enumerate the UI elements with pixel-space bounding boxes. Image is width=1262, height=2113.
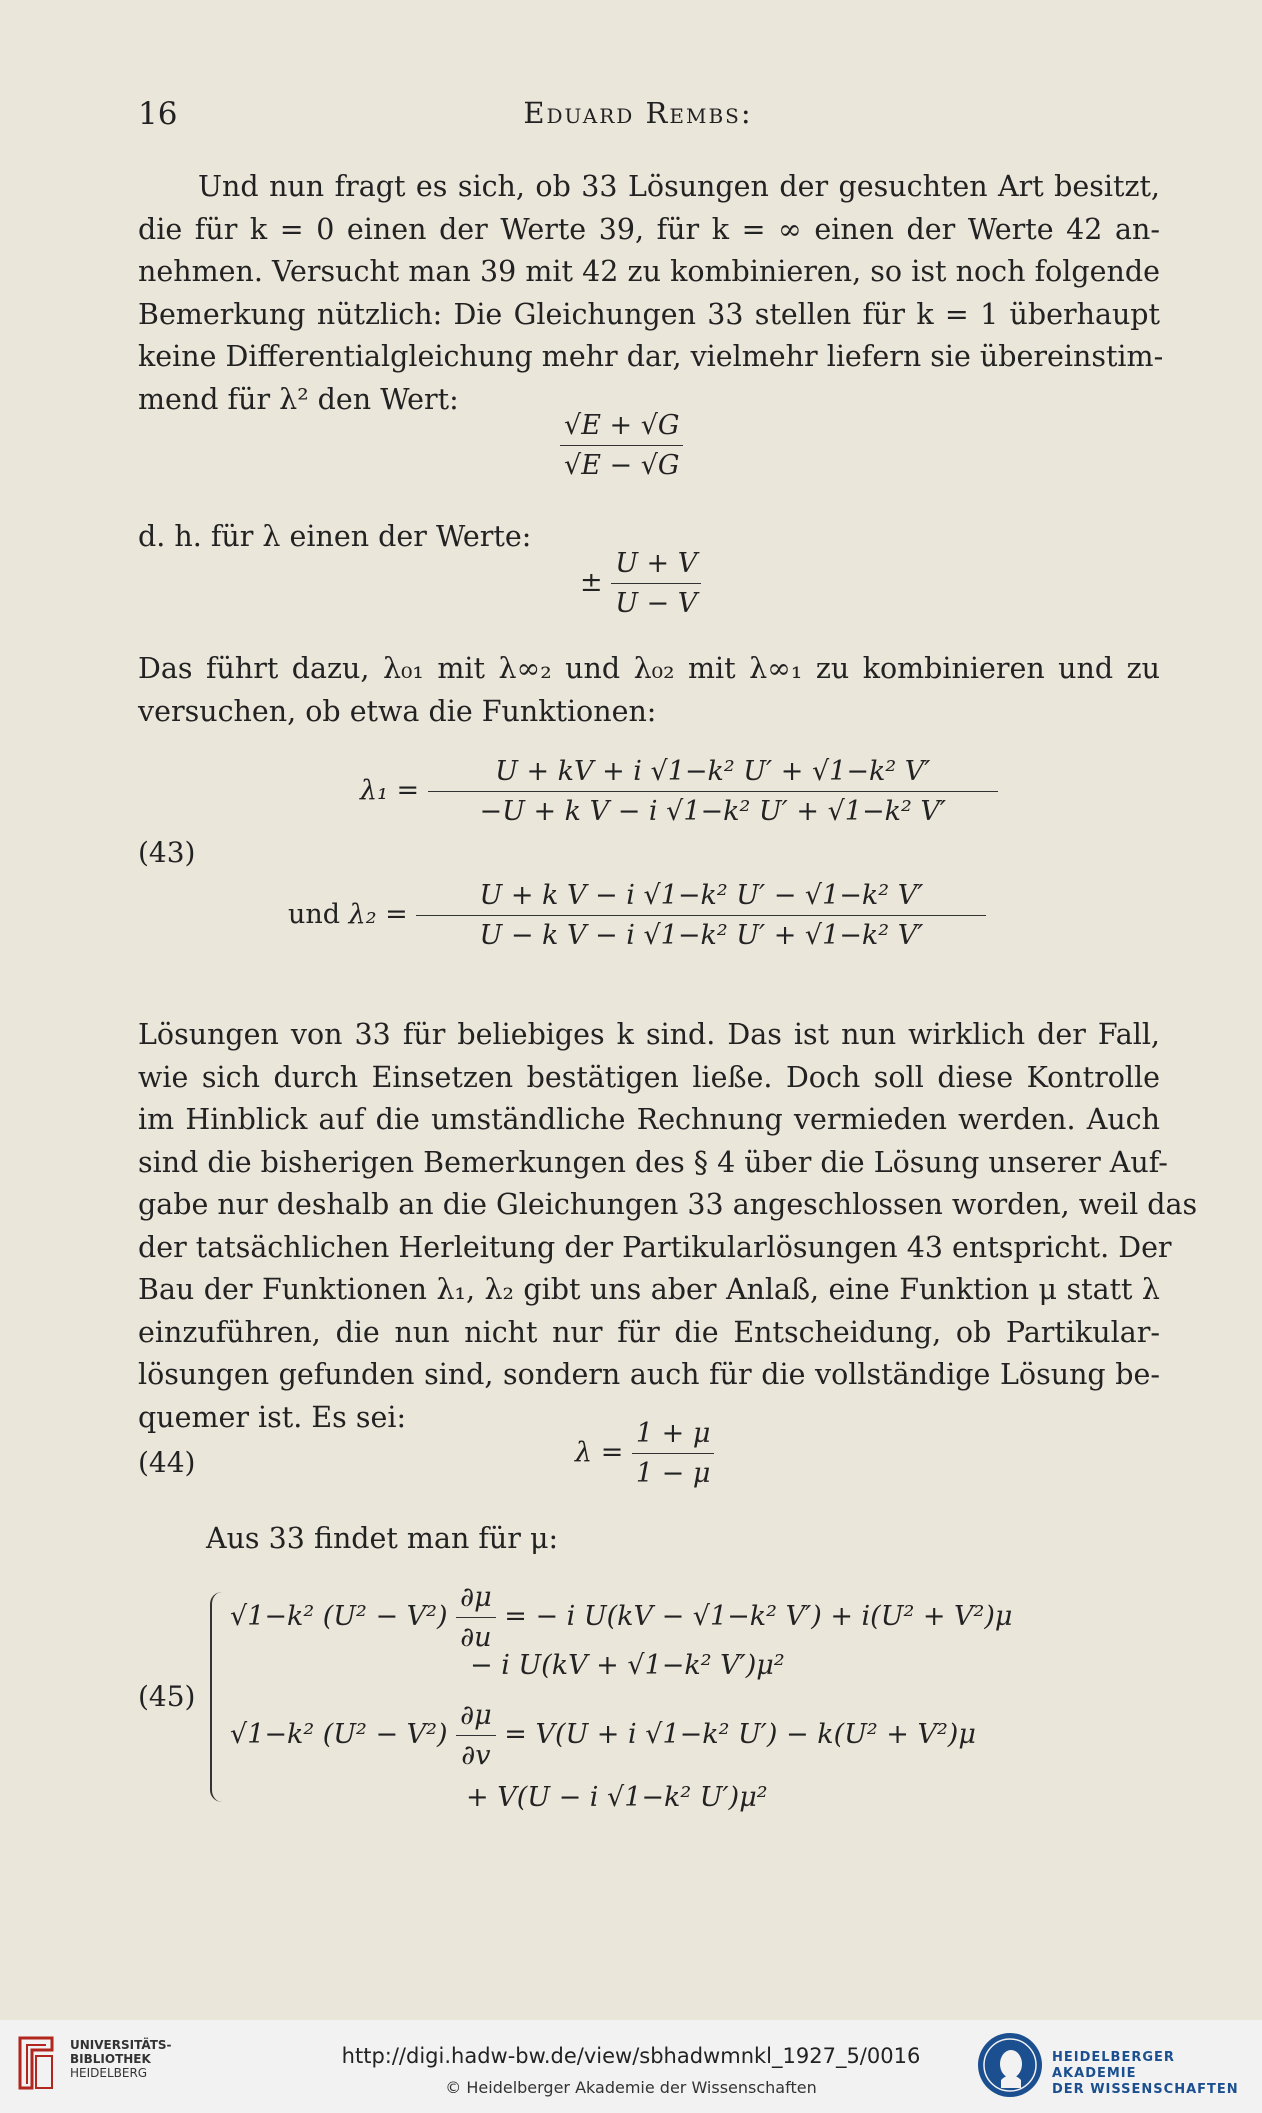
system-brace	[210, 1592, 226, 1802]
text-line: d. h. für λ einen der Werte:	[138, 520, 532, 553]
eq45-row1-right: = − i U(kV − √1−k² V′) + i(U² + V²)μ	[504, 1601, 1013, 1632]
page-number: 16	[138, 96, 178, 132]
ub-line: HEIDELBERG	[70, 2066, 148, 2080]
eq45-row3-right: = V(U + i √1−k² U′) − k(U² + V²)μ	[504, 1719, 976, 1750]
lambda2-lhs: λ₂ =	[348, 899, 408, 930]
ub-line: UNIVERSITÄTS-	[70, 2038, 172, 2052]
text-line: gabe nur deshalb an die Gleichungen 33 angeschlossen worden, weil das	[138, 1188, 1198, 1221]
academy-name	[1052, 2050, 1262, 2098]
plus-minus-sign: ±	[580, 567, 603, 598]
running-head: Eduard Rembs:	[523, 96, 753, 130]
eq45-row2: − i U(kV + √1−k² V′)μ²	[470, 1650, 785, 1681]
fraction-numerator: 1 + μ	[632, 1418, 715, 1454]
text-line: einzuführen, die nun nicht nur für die Entscheidung, ob Partikular-	[138, 1315, 1160, 1349]
derivative-denominator: ∂v	[461, 1740, 491, 1771]
derivative-numerator: ∂μ	[456, 1582, 496, 1618]
academy-line: HEIDELBERGER AKADEMIE	[1052, 2050, 1175, 2081]
text-line: der tatsächlichen Herleitung der Partikularlösungen 43 entspricht. Der	[138, 1230, 1172, 1264]
text-line: lösungen gefunden sind, sondern auch für die vollständige Lösung be-	[138, 1358, 1160, 1391]
equation-44	[575, 1418, 714, 1489]
text-line: die für k = 0 einen der Werte 39, für k = ∞ einen der Werte 42 an-	[138, 212, 1160, 246]
eq44-lhs: λ =	[575, 1437, 624, 1468]
text-line: versuchen, ob etwa die Funktionen:	[138, 694, 657, 728]
eq45-row4: + V(U − i √1−k² U′)μ²	[466, 1782, 768, 1813]
text-line: wie sich durch Einsetzen bestätigen ließe. Doch soll diese Kontrolle	[138, 1060, 1160, 1094]
text-line: quemer ist. Es sei:	[138, 1400, 407, 1434]
lambda1-denominator: −U + k V − i √1−k² U′ + √1−k² V′	[479, 796, 946, 827]
fraction-denominator: U − V	[615, 588, 698, 619]
fraction-sqrt-e-g	[560, 410, 683, 481]
fraction-denominator: √E − √G	[564, 450, 680, 481]
eq45-row3-left: √1−k² (U² − V²)	[230, 1719, 448, 1750]
page-header	[138, 96, 1138, 136]
text-line: Lösungen von 33 für beliebiges k sind. Das ist nun wirklich der Fall,	[138, 1018, 1160, 1051]
derivative-numerator: ∂μ	[456, 1700, 496, 1736]
text-line: Aus 33 findet man für μ:	[206, 1522, 559, 1555]
text-line: Bau der Funktionen λ₁, λ₂ gibt uns aber Anlaß, eine Funktion μ statt λ	[138, 1273, 1160, 1306]
equation-number-43: (43)	[138, 836, 196, 869]
lambda1-numerator: U + kV + i √1−k² U′ + √1−k² V′	[428, 756, 998, 792]
lambda1-lhs: λ₁ =	[360, 775, 420, 806]
paragraph-3	[138, 1014, 1198, 1439]
equation-lambda2	[288, 880, 986, 951]
copyright-notice: © Heidelberger Akademie der Wissenschaften	[445, 2078, 817, 2097]
academy-seal-icon	[975, 2030, 1045, 2100]
fraction-denominator: 1 − μ	[635, 1458, 711, 1489]
equation-lambda1	[360, 756, 998, 827]
eq45-row1	[230, 1582, 1012, 1653]
permalink-url[interactable]: http://digi.hadw-bw.de/view/sbhadwmnkl_1927_5/0016	[341, 2044, 921, 2068]
paragraph-1	[138, 166, 1164, 421]
text-line: im Hinblick auf die umständliche Rechnung vermieden werden. Auch	[138, 1103, 1160, 1136]
text-line: keine Differentialgleichung mehr dar, vielmehr liefern sie übereinstim-	[138, 340, 1164, 373]
lambda2-numerator: U + k V − i √1−k² U′ − √1−k² V′	[416, 880, 986, 916]
fraction-u-v	[580, 548, 701, 619]
lambda2-denominator: U − k V − i √1−k² U′ + √1−k² V′	[479, 920, 924, 951]
academy-line: DER WISSENSCHAFTEN	[1052, 2082, 1239, 2097]
equation-number-45: (45)	[138, 1680, 196, 1713]
fraction-numerator: √E + √G	[560, 410, 683, 446]
text-line: nehmen. Versucht man 39 mit 42 zu kombinieren, so ist noch folgende	[138, 255, 1160, 288]
equation-number-44: (44)	[138, 1446, 196, 1479]
fraction-numerator: U + V	[611, 548, 701, 584]
text-line: Das führt dazu, λ₀₁ mit λ∞₂ und λ₀₂ mit λ∞₁ zu kombinieren und zu	[138, 652, 1160, 685]
eq45-row3	[230, 1700, 976, 1771]
und-label: und	[288, 899, 341, 930]
aus-line	[138, 1518, 1160, 1561]
ub-line: BIBLIOTHEK	[70, 2052, 151, 2066]
text-line: Und nun fragt es sich, ob 33 Lösungen der gesuchten Art besitzt,	[198, 170, 1160, 203]
derivative-denominator: ∂u	[460, 1622, 492, 1653]
text-line: sind die bisherigen Bemerkungen des § 4 über die Lösung unserer Auf-	[138, 1145, 1168, 1179]
text-line: mend für λ² den Wert:	[138, 382, 459, 416]
eq45-row1-left: √1−k² (U² − V²)	[230, 1601, 448, 1632]
paragraph-2	[138, 648, 1160, 733]
footer-bar	[0, 2020, 1262, 2113]
text-line: Bemerkung nützlich: Die Gleichungen 33 stellen für k = 1 überhaupt	[138, 297, 1160, 331]
